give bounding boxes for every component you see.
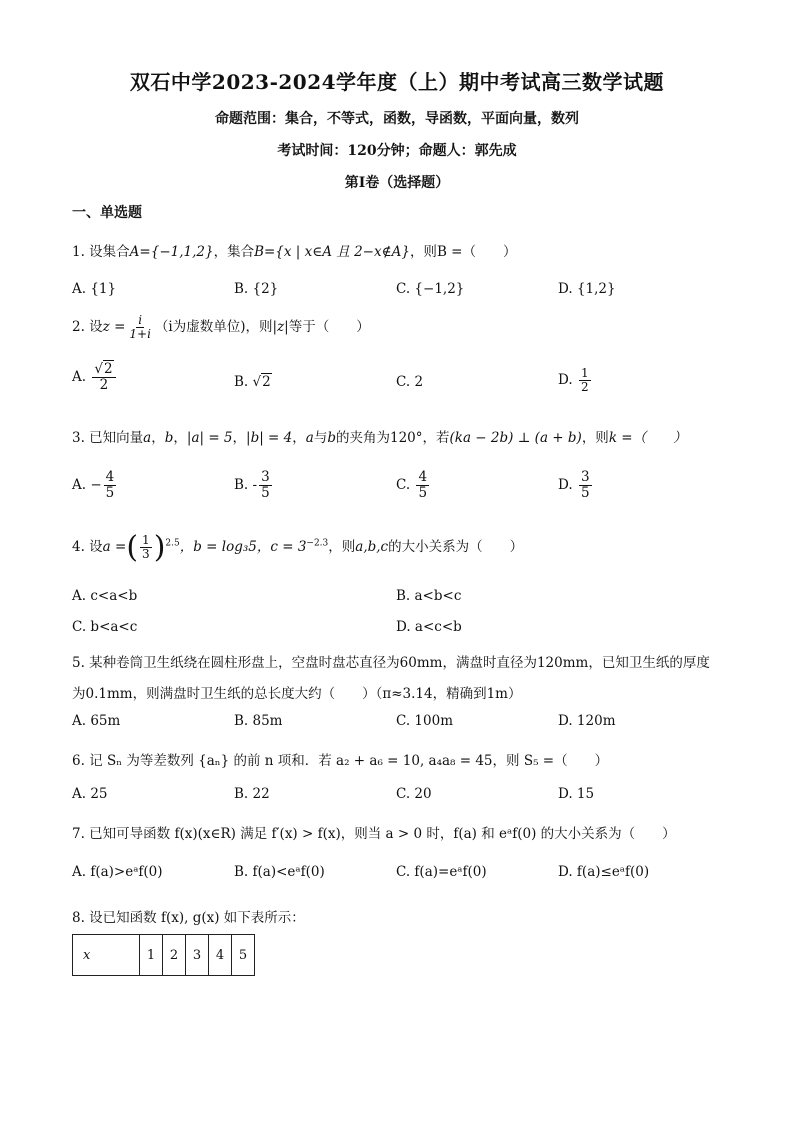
- q1-set-a: A={−1,1,2}: [129, 244, 214, 260]
- q4-option-d: D. a<c<b: [396, 619, 462, 635]
- q2-option-b: [234, 374, 272, 390]
- table-row: [73, 935, 255, 976]
- exam-info: 考试时间：120分钟；命题人：郭先成: [277, 143, 517, 159]
- q2-option-b-radicand: 2: [262, 374, 271, 390]
- q3-stem-a: 3. 已知向量: [72, 430, 144, 446]
- q1-stem-b: ，集合: [213, 244, 255, 260]
- q2-option-b-label: B.: [234, 374, 249, 390]
- question-2: [72, 314, 370, 341]
- q2-option-d-label: D.: [558, 372, 573, 389]
- q7-option-a: A. f(a)>eᵃf(0): [72, 864, 163, 880]
- q2-denominator: 1+i: [129, 327, 151, 342]
- q6-option-c: C. 20: [396, 786, 432, 802]
- question-7: 7. 已知可导函数 f(x)(x∈R) 满足 f′(x) > f(x)，则当 a > 0 时，f(a) 和 eᵃf(0) 的大小关系为（ ）: [72, 826, 676, 842]
- q2-option-d-fraction: $\frac{1}{2}$: [580, 366, 589, 395]
- q3-option-d: D. $\frac{3}{5}$: [558, 469, 590, 501]
- q5-option-c: C. 100m: [396, 713, 453, 729]
- q8-function-table: [72, 934, 255, 976]
- question-5-line-2: 为0.1mm，则满盘时卫生纸的总长度大约（ ）（π≈3.14，精确到1m）: [72, 686, 522, 702]
- q8-table-cell: 5: [232, 935, 255, 976]
- q6-option-d: D. 15: [558, 786, 595, 802]
- q2-option-c: [396, 374, 423, 390]
- q2-option-a-label: A.: [72, 368, 87, 385]
- q2-stem-a: 2. 设: [72, 319, 103, 336]
- q7-option-b: B. f(a)<eᵃf(0): [234, 864, 325, 880]
- q1-option-d: D. {1,2}: [558, 281, 616, 297]
- q1-option-c: C. {−1,2}: [396, 281, 465, 297]
- q3-vec-a: a: [143, 430, 152, 446]
- q2-fraction: [127, 314, 153, 341]
- q2-option-a-fraction: [92, 362, 115, 393]
- question-6: 6. 记 Sₙ 为等差数列 {aₙ} 的前 n 项和．若 a₂ + a₆ = 10, a₄a₈ = 45，则 S₅ =（ ）: [72, 753, 609, 769]
- q5-option-a: A. 65m: [72, 713, 121, 729]
- q2-option-a: [72, 362, 118, 393]
- q8-table-cell: 1: [140, 935, 163, 976]
- section-heading: 一、单选题: [72, 205, 142, 221]
- q1-ask: B =（ ）: [436, 244, 517, 260]
- q1-stem-a: 1. 设集合: [72, 244, 130, 260]
- q1-option-a: A. {1}: [72, 281, 117, 297]
- q3-option-c: C. $\frac{4}{5}$: [396, 469, 428, 501]
- q5-option-d: D. 120m: [558, 713, 616, 729]
- q2-option-a-radicand: 2: [103, 361, 113, 377]
- q2-option-c-value: 2: [414, 374, 424, 390]
- q2-z-eq: z =: [102, 319, 126, 336]
- q1-set-b: B={x | x∈A 且 2−x∉A}: [254, 244, 410, 260]
- q5-option-b: B. 85m: [234, 713, 283, 729]
- q8-table-cell: 4: [209, 935, 232, 976]
- q3-abs-b: |b| = 4: [246, 430, 293, 446]
- exam-volume: 第Ⅰ卷（选择题）: [344, 175, 450, 191]
- question-3: 3. 已知向量a，b，|a| = 5，|b| = 4，a与b的夹角为120°，若(ka − 2b) ⊥ (a + b)，则k =（ ）: [72, 430, 687, 446]
- q2-stem-b: （i为虚数单位)，则: [154, 319, 273, 336]
- question-5-line-1: 5. 某种卷筒卫生纸绕在圆柱形盘上，空盘时盘芯直径为60mm，满盘时直径为120mm，已知卫生纸的厚度: [72, 655, 710, 671]
- sqrt-icon: √2: [252, 374, 271, 390]
- q2-stem-c: 等于（ ）: [288, 319, 370, 336]
- q7-option-c: C. f(a)=eᵃf(0): [396, 864, 487, 880]
- q3-option-b: B. - $\frac{3}{5}$: [234, 469, 270, 501]
- q7-option-d: D. f(a)≤eᵃf(0): [558, 864, 650, 880]
- question-8: 8. 设已知函数 f(x), g(x) 如下表所示：: [72, 910, 305, 926]
- q8-table-header: x: [73, 935, 140, 976]
- exam-title: 双石中学2023-2024学年度（上）期中考试高三数学试题: [129, 70, 665, 94]
- q4-option-b: B. a<b<c: [396, 588, 462, 604]
- q2-absz: |z|: [272, 319, 289, 336]
- q2-option-c-label: C.: [396, 374, 411, 390]
- q6-option-b: B. 22: [234, 786, 270, 802]
- question-4: 4. 设a =( $\frac{1}{3}$ )$^{2.5}$，b = log₃5，$c = 3^{-2.3}$，则a,b,c的大小关系为（ ）: [72, 530, 524, 565]
- sqrt-icon: √2: [94, 361, 113, 377]
- q2-numerator: i: [138, 313, 143, 327]
- q2-option-a-den: 2: [99, 376, 109, 393]
- q3-option-a: A. − $\frac{4}{5}$: [72, 469, 115, 501]
- q1-option-b: B. {2}: [234, 281, 279, 297]
- q2-option-d: [558, 367, 593, 394]
- q1-stem-c: ，则: [409, 244, 437, 260]
- question-1: [72, 240, 516, 260]
- q6-option-a: A. 25: [72, 786, 108, 802]
- q4-option-c: C. b<a<c: [72, 619, 138, 635]
- q4-option-a: A. c<a<b: [72, 588, 138, 604]
- q3-perp: (ka − 2b) ⊥ (a + b): [449, 430, 582, 446]
- q8-table-cell: 3: [186, 935, 209, 976]
- exam-scope: 命题范围：集合，不等式，函数，导函数，平面向量，数列: [215, 111, 579, 127]
- q3-vec-b: b: [164, 430, 174, 446]
- q3-ask: k =（ ）: [608, 430, 687, 446]
- q3-abs-a: |a| = 5: [186, 430, 233, 446]
- q8-table-cell: 2: [163, 935, 186, 976]
